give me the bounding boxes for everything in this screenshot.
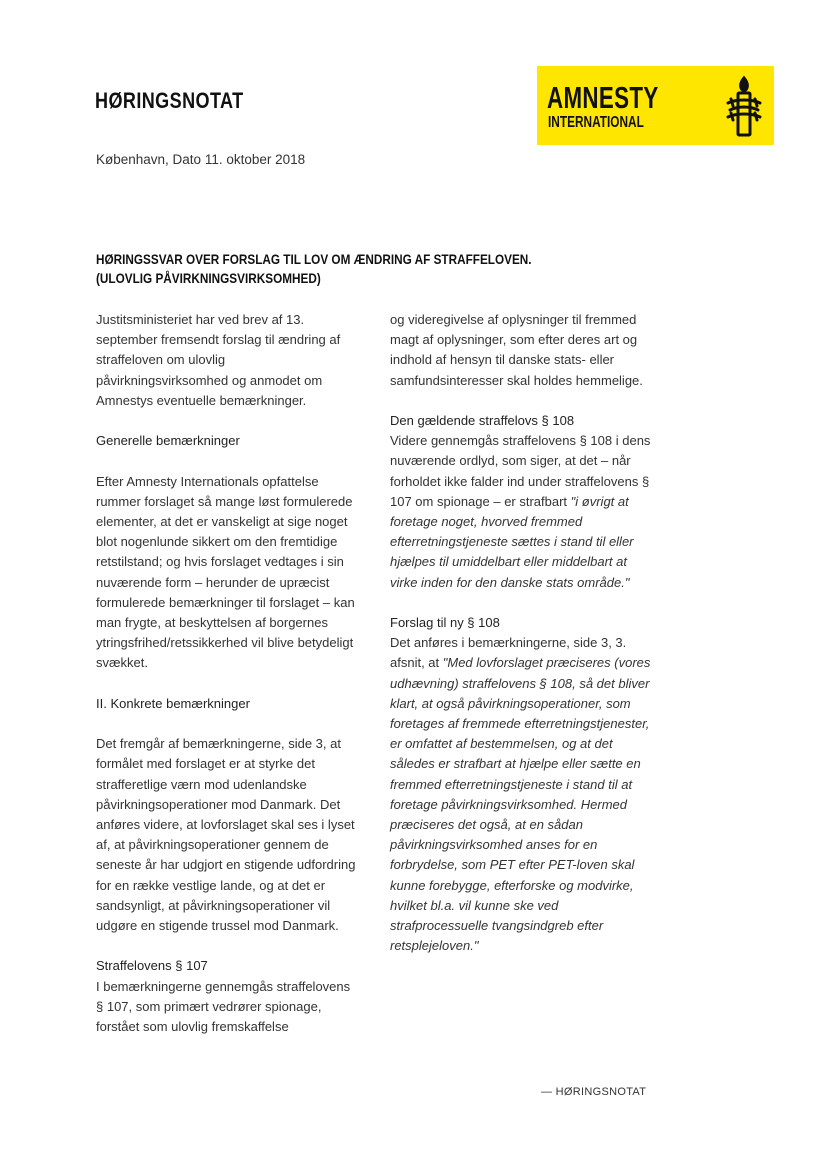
intro-paragraph: Justitsministeriet har ved brev af 13. september fremsendt forslag til ændring af straffeloven om ulovlig påvirkningsvirksomhed og anmodet om Amnestys eventuelle bemærkninger.: [96, 312, 341, 408]
logo-line-amnesty: AMNESTY: [547, 80, 659, 115]
page-title: HØRINGSNOTAT: [95, 88, 244, 113]
concrete-remarks-heading: II. Konkrete bemærkninger: [96, 695, 250, 711]
section-107-heading: Straffelovens § 107: [96, 958, 208, 974]
section-107-continued: og videregivelse af oplysninger til fremmed magt af oplysninger, som efter deres art og indhold af hensyn til danske stats- eller samfundsinteresser skal holdes hemmelige.: [390, 312, 643, 388]
document-heading: [96, 250, 532, 288]
left-column: [96, 310, 358, 1037]
right-column: [390, 310, 652, 956]
general-remarks-heading: Generelle bemærkninger: [96, 433, 240, 449]
proposal-108-quote: "Med lovforslaget præciseres (vores udhævning) straffelovens § 108, så det bliver klart, at også påvirkningsoperationer, som foretages af fremmede efterretningstjenester, er omfattet af bestemmelsen, og at det således er strafbart at hjælpe eller sætte en fremmed efterretningstjeneste i stand til at foretage påvirkningsvirksomhed. Hermed præciseres det også, at en sådan påvirkningsvirksomhed anses for en forbrydelse, som PET efter PET-loven skal kunne forebygge, efterforske og modvirke, hvilket bl.a. vil kunne ske ved strafprocessuelle tvangsindgreb efter retsplejeloven.": [390, 655, 651, 954]
section-108-paragraph: [390, 431, 652, 593]
amnesty-logo: [537, 66, 774, 145]
section-107-text: I bemærkningerne gennemgås straffelovens § 107, som primært vedrører spionage, forstået som ulovlig fremskaffelse: [96, 978, 351, 1035]
general-remarks-text: Efter Amnesty Internationals opfattelse rummer forslaget så mange løst formulerede elementer, at det er vanskeligt at sige noget blot nogenlunde sikkert om den fremtidige retstilstand; og hvis forslaget vedtages i sin nuværende form – herunder de upræcist formulerede bemærkninger til forslaget – kan man frygte, at beskyttelsen af borgernes ytringsfrihed/retssikkerhed vil blive betydeligt svækket.: [96, 473, 355, 671]
footer-label: — HØRINGSNOTAT: [541, 1086, 647, 1098]
section-108-text: Videre gennemgås straffelovens § 108 i dens nuværende ordlyd, som siger, at det – når forholdet ikke falder ind under straffelovens § 107 om spionage – er strafbart: [390, 433, 651, 509]
proposal-108-text: Det anføres i bemærkningerne, side 3, 3. afsnit, at: [390, 635, 627, 671]
concrete-remarks-text: Det fremgår af bemærkningerne, side 3, at formålet med forslaget er at styrke det strafferetlige værn mod udenlandske påvirkningsoperationer mod Danmark. Det anføres videre, at lovforslaget skal ses i lyset af, at påvirkningsoperationer gennem de seneste år har udgjort en stigende udfordring for en række vestlige lande, og at det er sandsynligt, at påvirkningsoperationer vil udgøre en stigende trussel mod Danmark.: [96, 736, 356, 934]
section-108-quote: "i øvrigt at foretage noget, hvorved fremmed efterretningstjeneste sættes i stand til eller hjælpes til umiddelbart eller middelbart at virke inden for den danske stats område.": [390, 493, 634, 590]
candle-barbed-wire-icon: [722, 75, 766, 139]
logo-line-international: INTERNATIONAL: [548, 114, 644, 131]
dateline: København, Dato 11. oktober 2018: [96, 152, 306, 167]
heading-line-1: HØRINGSSVAR OVER FORSLAG TIL LOV OM ÆNDRING AF STRAFFELOVEN.: [96, 251, 532, 267]
section-108-heading: Den gældende straffelovs § 108: [390, 413, 575, 428]
proposal-108-paragraph: [390, 633, 652, 956]
proposal-108-heading: Forslag til ny § 108: [390, 615, 500, 631]
heading-line-2: (ULOVLIG PÅVIRKNINGSVIRKSOMHED): [96, 270, 321, 286]
